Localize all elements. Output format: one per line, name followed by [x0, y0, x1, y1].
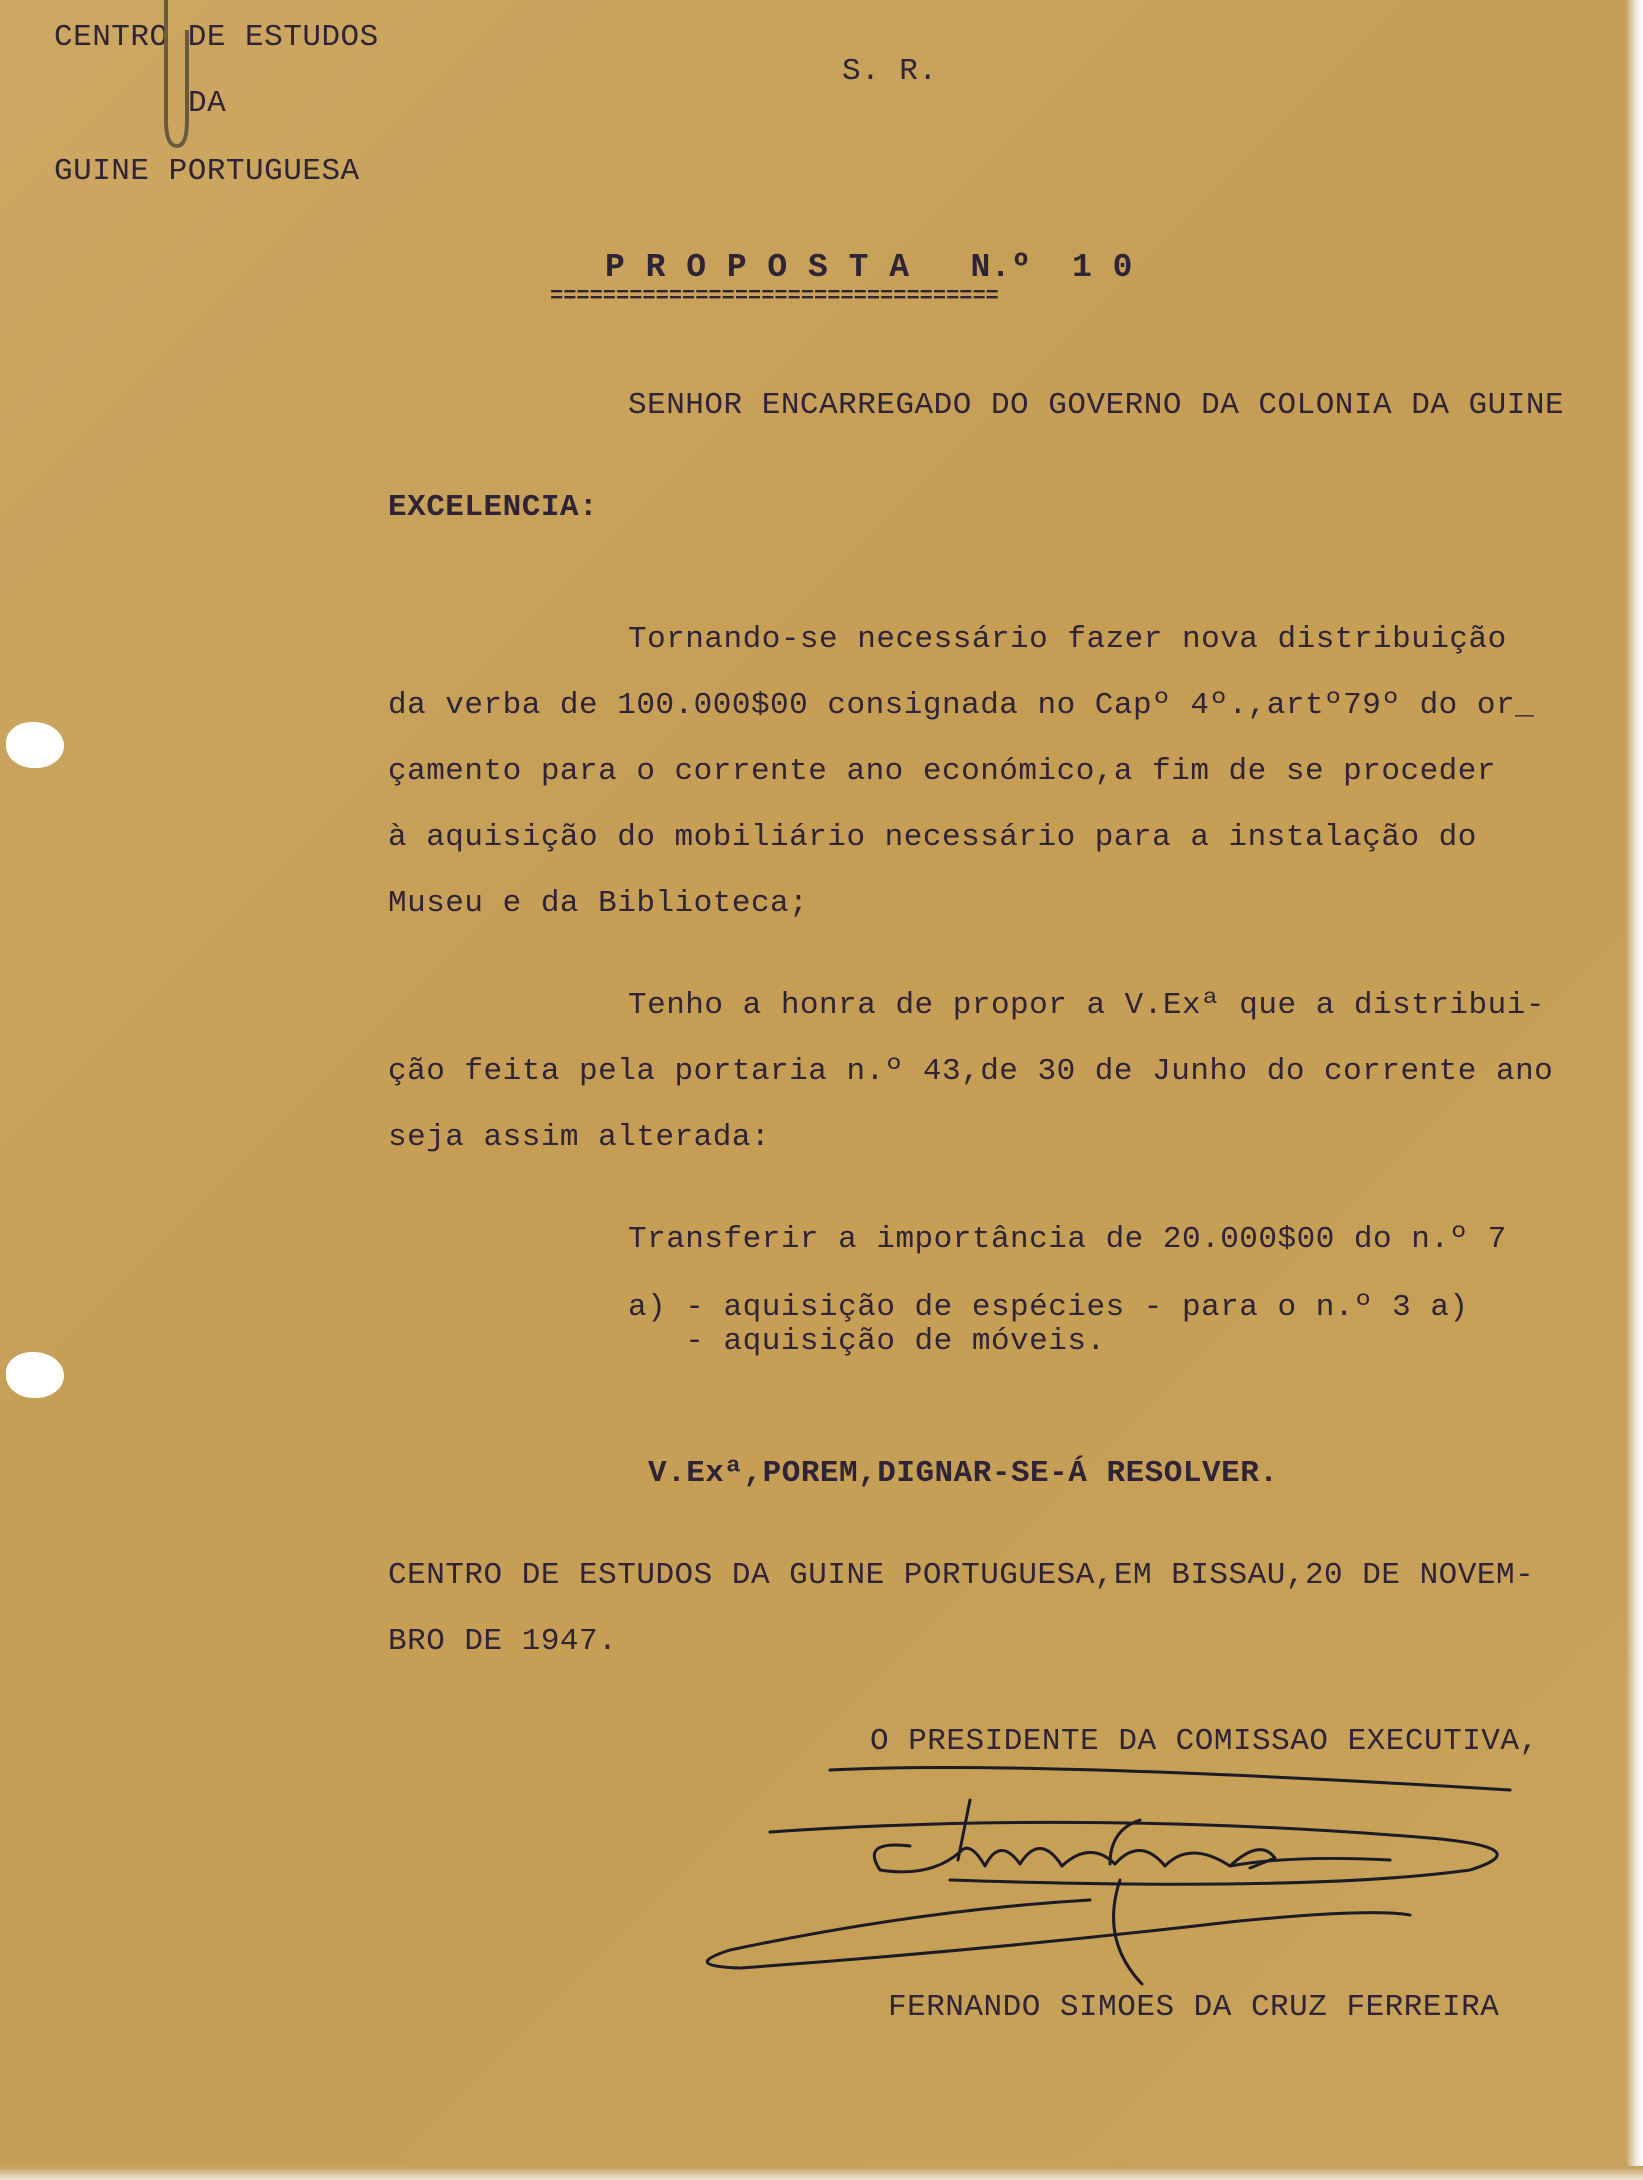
letterhead-line-2: DA	[188, 86, 227, 121]
punch-hole-bottom	[6, 1352, 64, 1398]
paper-edge-right	[1625, 0, 1643, 2180]
place-date-line-2: BRO DE 1947.	[388, 1624, 618, 1659]
signatory-name: FERNANDO SIMOES DA CRUZ FERREIRA	[888, 1990, 1500, 2025]
transfer-line-3: - aquisição de móveis.	[628, 1324, 1106, 1359]
paper-edge-bottom	[0, 2166, 1643, 2180]
reference-mark: S. R.	[842, 54, 938, 89]
punch-hole-top	[6, 722, 64, 768]
signatory-title: O PRESIDENTE DA COMISSAO EXECUTIVA,	[870, 1724, 1539, 1759]
letterhead-line-3: GUINE PORTUGUESA	[54, 154, 360, 189]
paragraph-1-line-2: da verba de 100.000$00 consignada no Capº 4º.,artº79º do or_	[388, 688, 1535, 723]
binder-clip-mark	[160, 0, 190, 150]
salutation: EXCELENCIA:	[388, 490, 599, 525]
paragraph-1-line-4: à aquisição do mobiliário necessário para a instalação do	[388, 820, 1477, 855]
addressee: SENHOR ENCARREGADO DO GOVERNO DA COLONIA DA GUINE	[628, 388, 1565, 423]
paragraph-1-line-3: çamento para o corrente ano económico,a fim de se proceder	[388, 754, 1496, 789]
paragraph-2-line-1: Tenho a honra de propor a V.Exª que a distribui-	[628, 988, 1545, 1023]
transfer-line-2: a) - aquisição de espécies - para o n.º 3 a)	[628, 1290, 1469, 1325]
paragraph-2-line-2: ção feita pela portaria n.º 43,de 30 de Junho do corrente ano	[388, 1054, 1554, 1089]
title-underline: ==================================	[550, 284, 999, 309]
closing-formula: V.Exª,POREM,DIGNAR-SE-Á RESOLVER.	[648, 1456, 1279, 1491]
paragraph-1-line-5: Museu e da Biblioteca;	[388, 886, 809, 921]
handwritten-signature	[670, 1740, 1550, 2000]
page-title: P R O P O S T A N.º 1 0	[605, 249, 1133, 286]
paragraph-2-line-3: seja assim alterada:	[388, 1120, 771, 1155]
place-date-line-1: CENTRO DE ESTUDOS DA GUINE PORTUGUESA,EM BISSAU,20 DE NOVEM-	[388, 1558, 1535, 1593]
letterhead-line-1: CENTRO DE ESTUDOS	[54, 20, 379, 55]
paragraph-1-line-1: Tornando-se necessário fazer nova distribuição	[628, 622, 1507, 657]
transfer-line-1: Transferir a importância de 20.000$00 do n.º 7	[628, 1222, 1507, 1257]
